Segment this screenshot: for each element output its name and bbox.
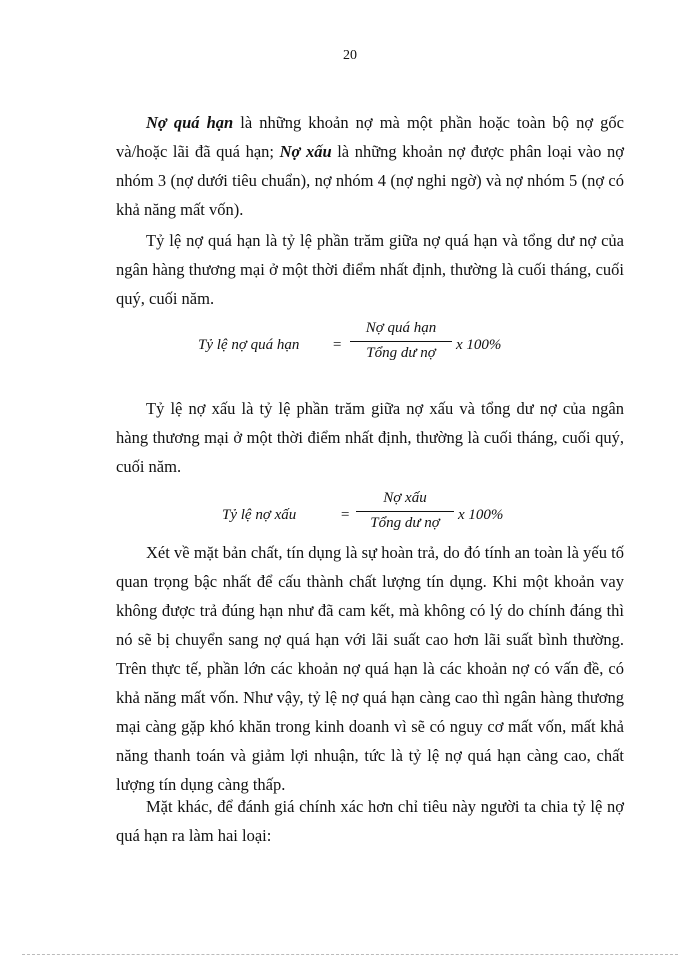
definition-text-1: là những khoản nợ mà một phần hoặc toàn bộ nợ gốc và/hoặc lãi đã quá hạn;	[116, 113, 624, 161]
page-number: 20	[343, 48, 357, 63]
formula-multiplier: x 100%	[458, 507, 504, 523]
formula-lhs: Tỷ lệ nợ quá hạn	[198, 337, 300, 353]
paragraph-credit-quality: Xét về mặt bản chất, tín dụng là sự hoàn trả, do đó tính an toàn là yếu tố quan trọng bậc nhất để cấu thành chất lượng tín dụng. Khi một khoản vay không được trả đúng hạn như đã cam kết, mà không có lý do chính đáng thì nó sẽ bị chuyển sang nợ quá hạn với lãi suất cao hơn lãi suất bình thường. Trên thực tế, phần lớn các khoản nợ quá hạn là các khoản nợ có vấn đề, có khả năng mất vốn. Như vậy, tỷ lệ nợ quá hạn càng cao thì ngân hàng thương mại càng gặp khó khăn trong kinh doanh vì sẽ có nguy cơ mất vốn, mất khả năng thanh toán và giảm lợi nhuận, tức là tỷ lệ nợ quá hạn càng cao, chất lượng tín dụng càng thấp.	[116, 543, 624, 794]
paragraph-overdue-ratio: Tỷ lệ nợ quá hạn là tỷ lệ phần trăm giữa nợ quá hạn và tổng dư nợ của ngân hàng thương mại ở một thời điểm nhất định, thường là cuối tháng, cuối quý, cuối năm.	[116, 231, 624, 308]
paragraph-bad-debt-ratio: Tỷ lệ nợ xấu là tỷ lệ phần trăm giữa nợ xấu và tổng dư nợ của ngân hàng thương mại ở một thời điểm nhất định, thường là cuối tháng, cuối quý, cuối năm.	[116, 399, 624, 476]
formula-numerator: Nợ quá hạn	[365, 320, 437, 336]
term-no-qua-han: Nợ quá hạn	[146, 113, 234, 132]
formula-denominator: Tổng dư nợ	[366, 345, 436, 361]
formula-fraction	[356, 490, 454, 532]
formula-equals: =	[332, 337, 343, 353]
formula-lhs: Tỷ lệ nợ xấu	[222, 507, 297, 523]
paragraph-definitions	[116, 108, 624, 224]
formula-multiplier: x 100%	[456, 337, 502, 353]
formula-overdue-ratio	[0, 320, 700, 385]
formula-numerator: Nợ xấu	[383, 490, 427, 506]
paragraph-two-types: Mặt khác, để đánh giá chính xác hơn chỉ tiêu này người ta chia tỷ lệ nợ quá hạn ra làm hai loại:	[116, 797, 624, 845]
formula-fraction	[350, 320, 452, 362]
definition-text-2: là những khoản nợ được phân loại vào nợ nhóm 3 (nợ dưới tiêu chuẩn), nợ nhóm 4 (nợ nghi ngờ) và nợ nhóm 5 (nợ có khả năng mất vốn).	[116, 142, 624, 219]
term-no-xau: Nợ xấu	[279, 142, 332, 161]
formula-equals: =	[340, 507, 351, 523]
formula-denominator: Tổng dư nợ	[370, 515, 440, 531]
page-bottom-divider	[22, 954, 678, 955]
